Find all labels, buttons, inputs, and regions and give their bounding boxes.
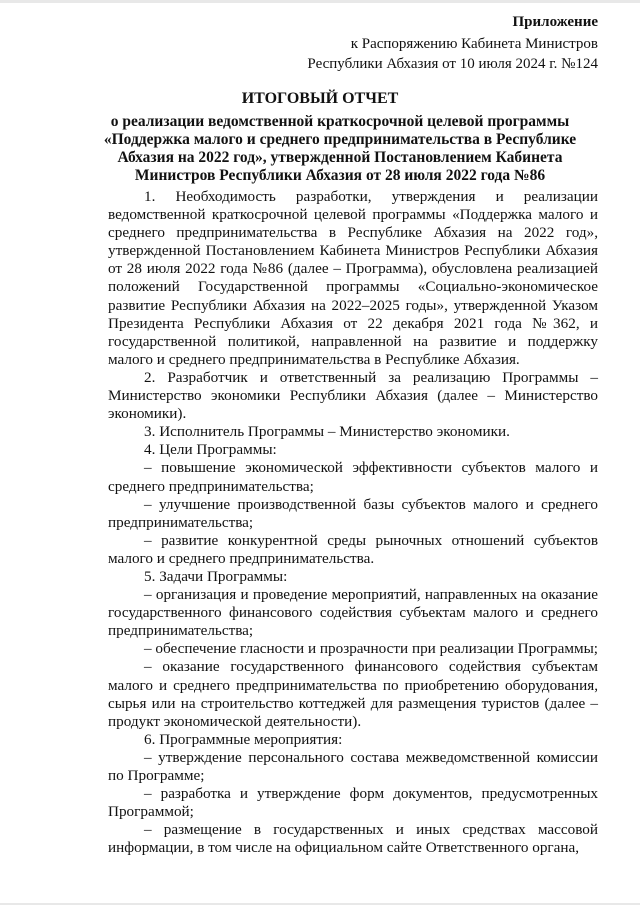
paragraph-6-heading: 6. Программные мероприятия:: [144, 730, 343, 748]
paragraph-1: 1. Необходимость разработки, утверждения и реализации ведомственной краткосрочной целевой программы «Поддержка малого и среднего предпринимательства в Республике Абхазия на 2022 год», утвержденной Постановлением Кабинета Министров Республики Абхазия от 28 июля 2022 года №86 (далее – Программа), обусловлена реализацией положений Государственной программы «Социально-экономическое развитие Республики Абхазия на 2022–2025 годы», утвержденной Указом Президента Республики Абхазия от 22 декабря 2021 года №362, и государственной политикой, направленной на развитие и поддержку малого и среднего предпринимательства в Республике Абхазия.: [108, 188, 598, 368]
appendix-label: Приложение: [512, 14, 598, 30]
task-item-1: – организация и проведение мероприятий, направленных на оказание государственного финансового содействия субъектам малого и среднего предпринимательства;: [108, 586, 598, 640]
goal-item-3: – развитие конкурентной среды рыночных отношений субъектов малого и среднего предпринимательства.: [108, 531, 598, 567]
paragraph-2: 2. Разработчик и ответственный за реализацию Программы – Министерство экономики Республики Абхазия (далее – Министерство экономики).: [108, 368, 598, 423]
scan-edge-top: [0, 0, 640, 3]
appendix-line-2: Республики Абхазия от 10 июля 2024 г. №124: [307, 56, 598, 72]
paragraph-4-heading: 4. Цели Программы:: [144, 441, 277, 459]
document-title: ИТОГОВЫЙ ОТЧЕТ: [241, 90, 399, 107]
event-item-2: – разработка и утверждение форм документов, предусмотренных Программой;: [108, 785, 598, 821]
event-item-3: – размещение в государственных и иных средствах массовой информации, в том числе на официальном сайте Ответственного органа,: [108, 821, 598, 857]
paragraph-5-heading: 5. Задачи Программы:: [144, 567, 288, 585]
goal-item-2: – улучшение производственной базы субъектов малого и среднего предпринимательства;: [108, 495, 598, 531]
task-item-2: – обеспечение гласности и прозрачности при реализации Программы;: [144, 640, 598, 658]
task-item-3: – оказание государственного финансового содействия субъектам малого и среднего предпринимательства по приобретению оборудования, сырья или на строительство коттеджей для размещения туристов (далее – продукт экономической деятельности).: [108, 658, 598, 730]
event-item-1: – утверждение персонального состава межведомственной комиссии по Программе;: [108, 748, 598, 784]
paragraph-3: 3. Исполнитель Программы – Министерство экономики.: [144, 423, 510, 441]
document-body: [108, 188, 598, 857]
appendix-line-1: к Распоряжению Кабинета Министров: [350, 36, 598, 52]
goal-item-1: – повышение экономической эффективности субъектов малого и среднего предпринимательства;: [108, 459, 598, 495]
document-subtitle: о реализации ведомственной краткосрочной целевой программы «Поддержка малого и среднего предпринимательства в Республике Абхазия на 2022 год», утвержденной Постановлением Кабинета Министров Республики Абхазия от 28 июля 2022 года №86: [103, 113, 577, 184]
